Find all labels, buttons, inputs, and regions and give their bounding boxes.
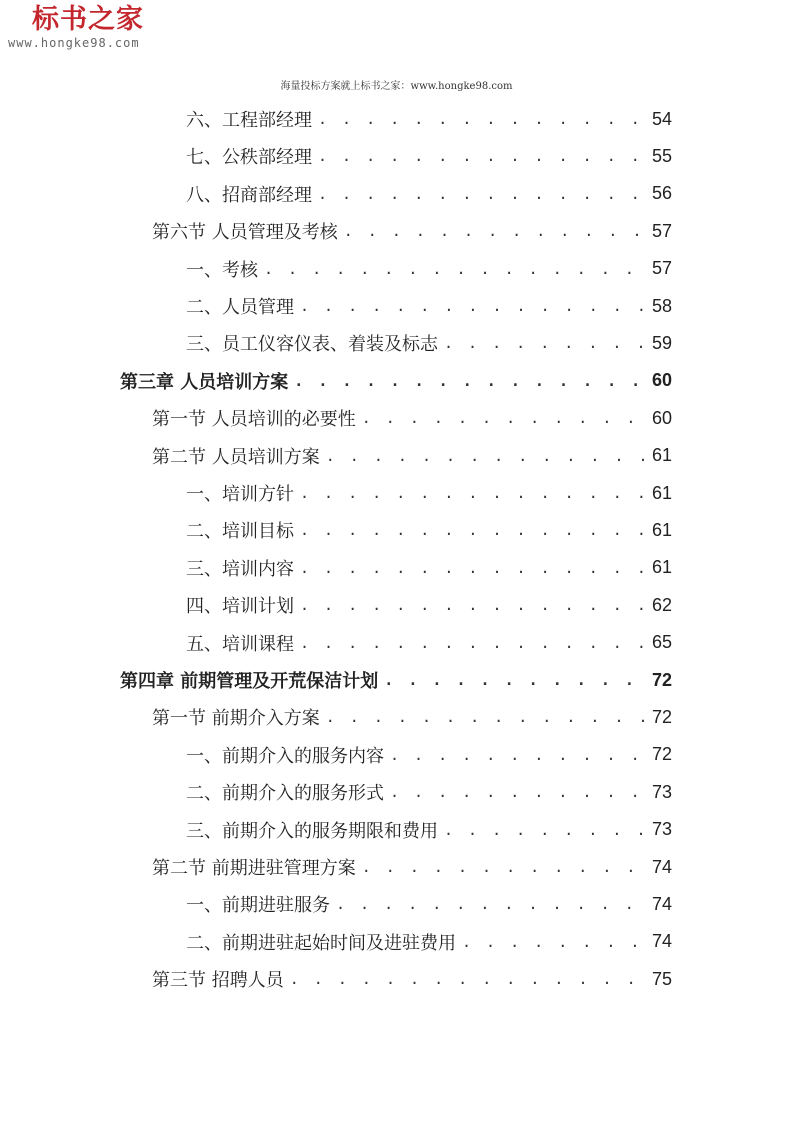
toc-entry-page: 62 [651, 594, 672, 615]
toc-entry-page: 74 [651, 893, 672, 914]
toc-entry-page: 75 [651, 968, 672, 989]
toc-entry-label: 第四章 前期管理及开荒保洁计划 [120, 671, 379, 692]
toc-leader-dots [326, 447, 646, 465]
toc-entry[interactable] [186, 927, 672, 957]
toc-entry-label: 第三章 人员培训方案 [120, 371, 289, 393]
toc-entry-label: 四、培训计划 [186, 596, 294, 618]
toc-entry-label: 五、培训课程 [186, 633, 294, 655]
header-note: 海量投标方案就上标书之家：www.hongke98.com [280, 81, 513, 92]
toc-entry[interactable] [186, 141, 672, 171]
toc-entry[interactable] [186, 515, 672, 545]
toc-entry-page: 61 [651, 445, 672, 466]
site-logo [8, 4, 168, 50]
toc-leader-dots [300, 634, 646, 652]
toc-leader-dots [444, 334, 646, 352]
toc-leader-dots [444, 821, 646, 839]
toc-entry-page: 72 [651, 706, 672, 727]
toc-entry-label: 一、前期介入的服务内容 [186, 745, 384, 767]
toc-entry-label: 一、前期进驻服务 [186, 895, 330, 917]
toc-leader-dots [362, 409, 646, 427]
toc-entry[interactable] [186, 478, 672, 508]
toc-entry-page: 61 [651, 482, 672, 503]
toc-entry-label: 第一节 前期介入方案 [152, 708, 320, 730]
toc-entry-label: 第二节 人员培训方案 [152, 446, 320, 468]
toc-entry-label: 第六节 人员管理及考核 [152, 222, 338, 244]
toc-leader-dots [300, 297, 646, 315]
toc-entry[interactable] [152, 441, 672, 471]
toc-leader-dots [362, 858, 646, 876]
toc-entry[interactable] [186, 328, 672, 358]
toc-leader-dots [318, 185, 646, 203]
toc-entry-label: 三、员工仪容仪表、着装及标志 [186, 334, 438, 356]
toc-entry-label: 一、培训方针 [186, 484, 294, 505]
toc-entry-label: 第二节 前期进驻管理方案 [152, 858, 356, 879]
toc-entry[interactable] [186, 628, 672, 658]
toc-entry-page: 74 [651, 856, 672, 877]
toc-entry-label: 第三节 招聘人员 [152, 970, 284, 992]
toc-entry[interactable] [186, 104, 672, 134]
toc-entry-page: 60 [651, 407, 672, 428]
toc-entry-label: 二、培训目标 [186, 521, 294, 543]
toc-entry-page: 57 [651, 258, 672, 279]
toc-entry[interactable] [186, 815, 672, 845]
toc-entry-label: 二、前期介入的服务形式 [186, 783, 384, 805]
toc-leader-dots [336, 895, 646, 913]
toc-entry[interactable] [152, 964, 672, 994]
toc-leader-dots [462, 933, 646, 951]
toc-entry[interactable] [186, 777, 672, 807]
toc-entry[interactable] [186, 740, 672, 770]
toc-entry[interactable] [186, 291, 672, 321]
toc-entry[interactable] [186, 553, 672, 583]
toc-entry[interactable] [186, 889, 672, 919]
toc-entry-page: 59 [651, 332, 672, 353]
toc-leader-dots [326, 708, 646, 726]
logo-title: 标书之家 [32, 4, 144, 35]
toc-entry-label: 八、招商部经理 [186, 184, 312, 206]
toc-entry[interactable] [152, 403, 672, 433]
toc-leader-dots [264, 260, 646, 278]
toc-entry[interactable] [186, 179, 672, 209]
toc-entry-label: 六、工程部经理 [186, 110, 312, 131]
logo-url: www.hongke98.com [8, 36, 140, 50]
toc-leader-dots [300, 484, 646, 502]
toc-entry-label: 二、人员管理 [186, 297, 294, 318]
toc-entry-page: 74 [651, 931, 672, 952]
toc-entry-page: 56 [651, 183, 672, 204]
toc-entry[interactable] [152, 216, 672, 246]
toc-entry[interactable] [152, 702, 672, 732]
toc-entry-page: 54 [651, 108, 672, 129]
toc-entry-page: 61 [651, 519, 672, 540]
toc-entry[interactable] [152, 852, 672, 882]
toc-entry-page: 57 [651, 220, 672, 241]
toc-leader-dots [294, 372, 646, 390]
toc-entry-label: 一、考核 [186, 259, 258, 281]
toc-entry-label: 第一节 人员培训的必要性 [152, 409, 356, 431]
toc-entry[interactable] [120, 366, 672, 396]
toc-leader-dots [300, 521, 646, 539]
toc-entry[interactable] [186, 590, 672, 620]
toc-entry[interactable] [120, 665, 672, 695]
toc-entry-label: 二、前期进驻起始时间及进驻费用 [186, 932, 456, 954]
toc-leader-dots [344, 222, 646, 240]
toc-leader-dots [300, 596, 646, 614]
toc-leader-dots [390, 746, 646, 764]
toc-entry-page: 65 [651, 632, 672, 653]
toc-entry-page: 73 [651, 819, 672, 840]
toc-leader-dots [290, 970, 646, 988]
toc-entry-label: 七、公秩部经理 [186, 147, 312, 169]
toc-entry-page: 55 [651, 145, 672, 166]
toc-entry[interactable] [186, 254, 672, 284]
toc-entry-page: 72 [651, 669, 672, 690]
toc-leader-dots [300, 559, 646, 577]
toc-leader-dots [318, 147, 646, 165]
toc-entry-page: 72 [651, 744, 672, 765]
toc-entry-page: 58 [651, 295, 672, 316]
toc-entry-page: 60 [651, 370, 672, 391]
toc-entry-page: 73 [651, 781, 672, 802]
toc-entry-page: 61 [651, 557, 672, 578]
toc-entry-label: 三、培训内容 [186, 558, 294, 580]
toc-entry-label: 三、前期介入的服务期限和费用 [186, 820, 438, 842]
toc-leader-dots [390, 783, 646, 801]
toc-leader-dots [384, 671, 646, 689]
toc-leader-dots [318, 110, 646, 128]
